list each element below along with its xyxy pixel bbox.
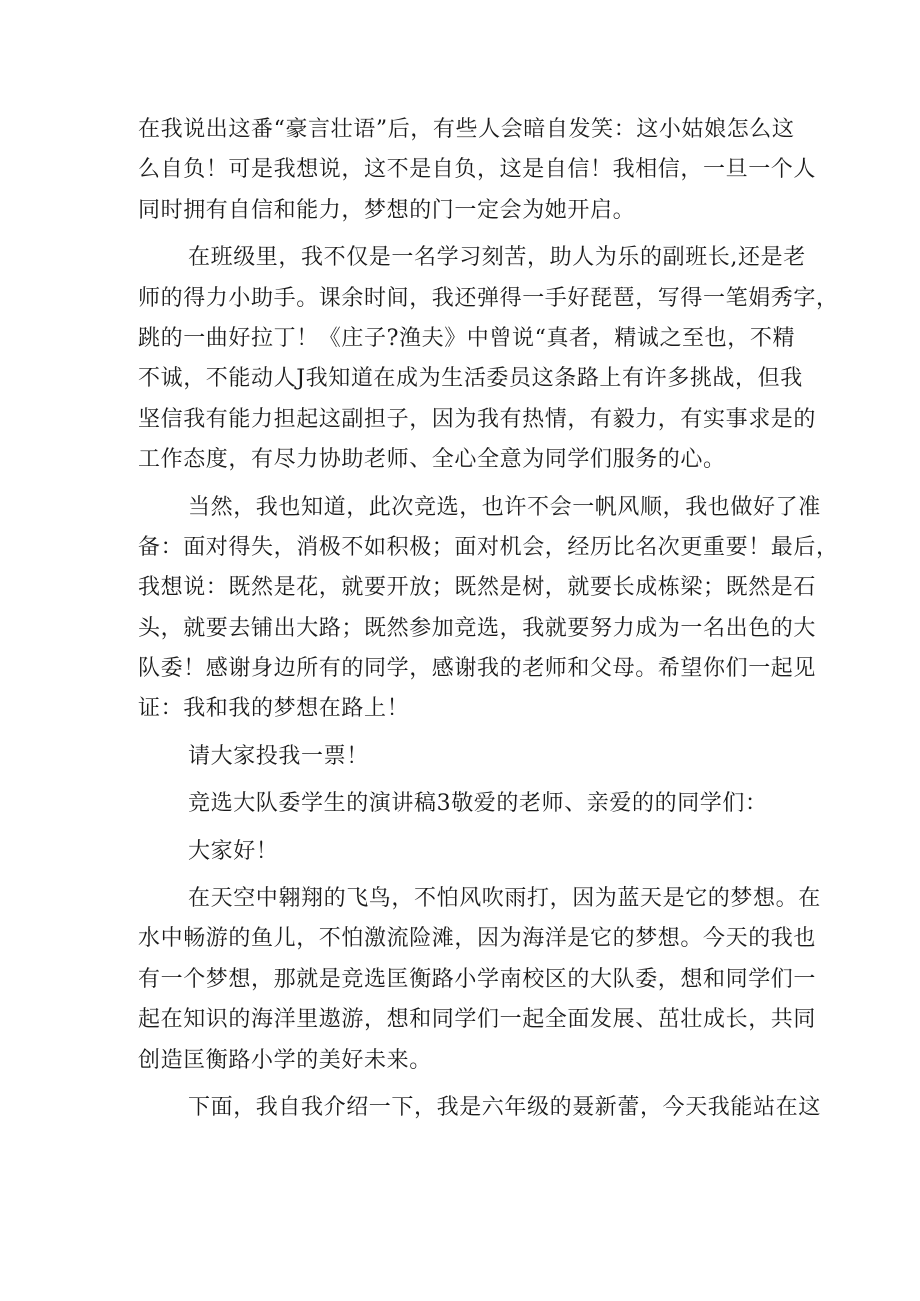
text-line: 当然，我也知道，此次竞选，也许不会一帆风顺，我也做好了准 [188,494,821,520]
text-line: 坚信我有能力担起这副担子，因为我有热情，有毅力，有实事求是的 [138,406,817,432]
paragraph [138,832,788,872]
text-line: 同时拥有自信和能力，梦想的门一定会为她开启。 [138,197,636,223]
text-line: 起在知识的海洋里遨游，想和同学们一起全面发展、茁壮成长，共同 [138,1007,817,1033]
text-line: 下面，我自我介绍一下，我是六年级的聂新蕾，今天我能站在这 [188,1094,821,1120]
text-line: 创造匡衡路小学的美好未来。 [138,1047,432,1073]
text-line: 不诚，不能动人J我知道在成为生活委员这条路上有许多挑战，但我 [138,366,803,392]
text-line: 师的得力小助手。课余时间，我还弹得一手好琵琶，写得一笔娟秀字， [138,285,839,311]
text-line: 有一个梦想，那就是竞选匡衡路小学南校区的大队委，想和同学们一 [138,966,817,992]
document-body [138,110,839,1128]
text-line: 头，就要去铺出大路；既然参加竞选，我就要努力成为一名出色的大 [138,615,817,641]
text-line: 请大家投我一票！ [188,743,369,769]
text-line: 工作态度，有尽力协助老师、全心全意为同学们服务的心。 [138,447,726,473]
text-line: 水中畅游的鱼儿，不怕激流险滩，因为海洋是它的梦想。今天的我也 [138,926,817,952]
text-line: 我想说：既然是花，就要开放；既然是树，就要长成栋梁；既然是石 [138,575,817,601]
text-line: 备：面对得失，消极不如积极；面对机会，经历比名次更重要！最后， [138,534,839,560]
paragraph [138,879,821,1081]
paragraph [138,737,788,777]
paragraph-spacer [138,777,788,784]
text-line: 大家好！ [188,838,279,864]
paragraph-spacer [138,481,788,488]
paragraph [138,784,788,824]
text-line: 竞选大队委学生的演讲稿3敬爱的老师、亲爱的的同学们： [188,791,768,817]
text-line: 在天空中翱翔的飞鸟，不怕风吹雨打，因为蓝天是它的梦想。在 [188,886,821,912]
paragraph [138,488,839,730]
text-line: 在我说出这番“豪言壮语”后，有些人会暗自发笑：这小姑娘怎么这 [138,117,795,142]
paragraph [138,110,817,231]
paragraph-spacer [138,872,788,879]
text-line: 在班级里，我不仅是一名学习刻苦，助人为乐的副班长,还是老 [188,245,806,271]
text-line: 证：我和我的梦想在路上！ [138,696,410,722]
text-line: 么自负！可是我想说，这不是自负，这是自信！我相信，一旦一个人 [138,157,817,183]
paragraph-spacer [138,825,788,832]
text-line: 跳的一曲好拉丁！《庄子?渔夫》中曾说“真者，精诚之至也，不精 [138,325,796,351]
paragraph-spacer [138,730,788,737]
paragraph-spacer [138,231,788,238]
paragraph [138,238,839,480]
text-line: 队委！感谢身边所有的同学，感谢我的老师和父母。希望你们一起见 [138,656,817,682]
paragraph [138,1088,821,1128]
paragraph-spacer [138,1081,788,1088]
